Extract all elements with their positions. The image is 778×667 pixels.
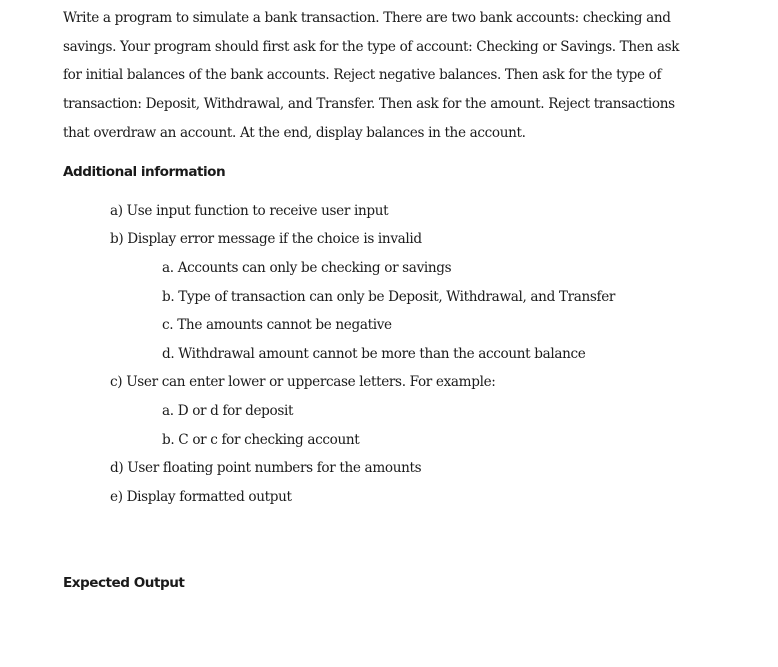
intro-line: savings. Your program should first ask for the type of account: Checking or Savings. Then ask (63, 38, 680, 55)
problem-statement (63, 4, 713, 148)
additional-information-heading: Additional information (63, 164, 226, 180)
list-item-b-error: b) Display error message if the choice is invalid (110, 231, 422, 247)
sub-item-accounts: a. Accounts can only be checking or savings (162, 260, 452, 276)
list-item-d-floating: d) User floating point numbers for the amounts (110, 460, 422, 476)
list-item-e-formatted: e) Display formatted output (110, 489, 292, 505)
sub-item-negative-amounts: c. The amounts cannot be negative (162, 317, 392, 333)
sub-item-transaction-type: b. Type of transaction can only be Deposit, Withdrawal, and Transfer (162, 289, 616, 305)
list-item-a-input: a) Use input function to receive user input (110, 203, 389, 219)
intro-line: for initial balances of the bank accounts. Reject negative balances. Then ask for the type of (63, 67, 662, 84)
expected-output-heading: Expected Output (63, 575, 185, 591)
intro-line: transaction: Deposit, Withdrawal, and Transfer. Then ask for the amount. Reject transactions (63, 96, 675, 113)
sub-item-deposit-letter: a. D or d for deposit (162, 403, 294, 419)
sub-item-withdrawal-limit: d. Withdrawal amount cannot be more than the account balance (162, 346, 586, 362)
intro-line: that overdraw an account. At the end, display balances in the account. (63, 124, 526, 141)
list-item-c-case: c) User can enter lower or uppercase letters. For example: (110, 374, 496, 390)
intro-line: Write a program to simulate a bank transaction. There are two bank accounts: checking and (63, 10, 671, 26)
sub-item-checking-letter: b. C or c for checking account (162, 432, 360, 448)
